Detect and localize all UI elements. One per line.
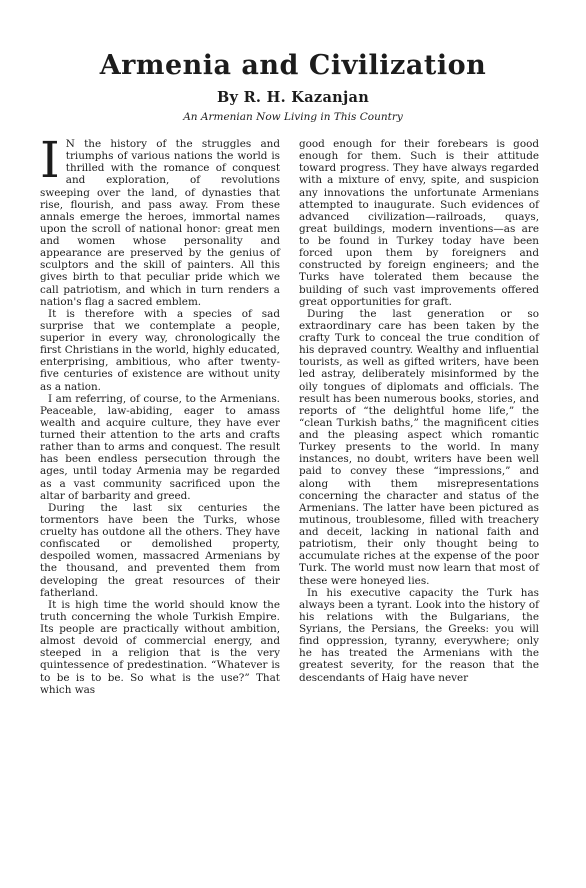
paragraph	[40, 131, 280, 308]
right-column	[299, 138, 539, 684]
paragraph: In his executive capacity the Turk has always been a tyrant. Look into the history of his relations with the Bulgarians, the Syrians, the Persians, the Greeks: you will find oppression, tyranny, everywhere; only he has treated the Armenians with the greatest severity, for the reason that the descendants of Haig have never	[299, 586, 539, 684]
article-subtitle: An Armenian Now Living in This Country	[183, 111, 403, 123]
paragraph: It is therefore with a species of sad surprise that we contemplate a people, superior in every way, chronologically the first Christians in the world, highly educated, enterprising, ambitious, who after twenty-five centuries of existence are without unity as a nation.	[40, 307, 280, 393]
left-column	[40, 131, 280, 696]
paragraph: I am referring, of course, to the Armenians. Peaceable, law-abiding, eager to amass wealth and acquire culture, they have ever turned their attention to the arts and crafts rather than to arms and conquest. The result has been endless persecution through the ages, until today Armenia may be regarded as a vast community sacrificed upon the altar of barbarity and greed.	[40, 392, 280, 502]
paragraph: It is high time the world should know the truth concerning the whole Turkish Empire. Its people are practically without ambition, almost devoid of commercial energy, and steeped in a religion that is the very quintessence of predestination. “Whatever is to be is to be. So what is the use?” That which was	[40, 598, 280, 696]
article-byline: By R. H. Kazanjan	[216, 89, 370, 106]
article-title: Armenia and Civilization	[99, 50, 487, 81]
paragraph: During the last generation or so extraordinary care has been taken by the crafty Turk to conceal the true condition of his depraved country. Wealthy and influential tourists, as well as gifted writers, have been led astray, deliberately misinformed by the oily tongues of diplomats and officials. The result has been numerous books, stories, and reports of “the delightful home life,” the “clean Turkish baths,” the magnificent cities and the pleasing aspect which romantic Turkey presents to the world. In many instances, no doubt, writers have been well paid to convey these “impressions,” and along with them misrepresentations concerning the character and status of the Armenians. The latter have been pictured as mutinous, troublesome, filled with treachery and deceit, lacking in national faith and patriotism, their only thought being to accumulate riches at the expense of the poor Turk. The world must now learn that most of these were honeyed lies.	[299, 307, 539, 587]
paragraph: good enough for their forebears is good enough for them. Such is their attitude toward progress. They have always regarded with a mixture of envy, spite, and suspicion any innovations the unfortunate Armenians attempted to inaugurate. Such evidences of advanced civilization—railroads, quays, great buildings, modern inventions—as are to be found in Turkey today have been forced upon them by foreigners and constructed by foreign engineers; and the Turks have tolerated them because the building of such vast improvements offered great opportunities for graft.	[299, 138, 539, 308]
paragraph: During the last six centuries the tormentors have been the Turks, whose cruelty has outdone all the others. They have confiscated or demolished property, despoiled women, massacred Armenians by the thousand, and prevented them from developing the great resources of their fatherland.	[40, 501, 280, 599]
drop-cap: I	[40, 131, 60, 189]
paragraph-text: N the history of the struggles and triumphs of various nations the world is thrilled with the romance of conquest and exploration, of revolutions sweeping over the land, of dynasties that rise, flourish, and pass away. From these annals emerge the heroes, immortal names upon the scroll of national honor: great men and women whose personality and appearance are preserved by the genius of sculptors and the skill of painters. All this gives birth to that peculiar pride which we call patriotism, and which in turn renders a nation's flag a sacred emblem.	[40, 138, 280, 308]
